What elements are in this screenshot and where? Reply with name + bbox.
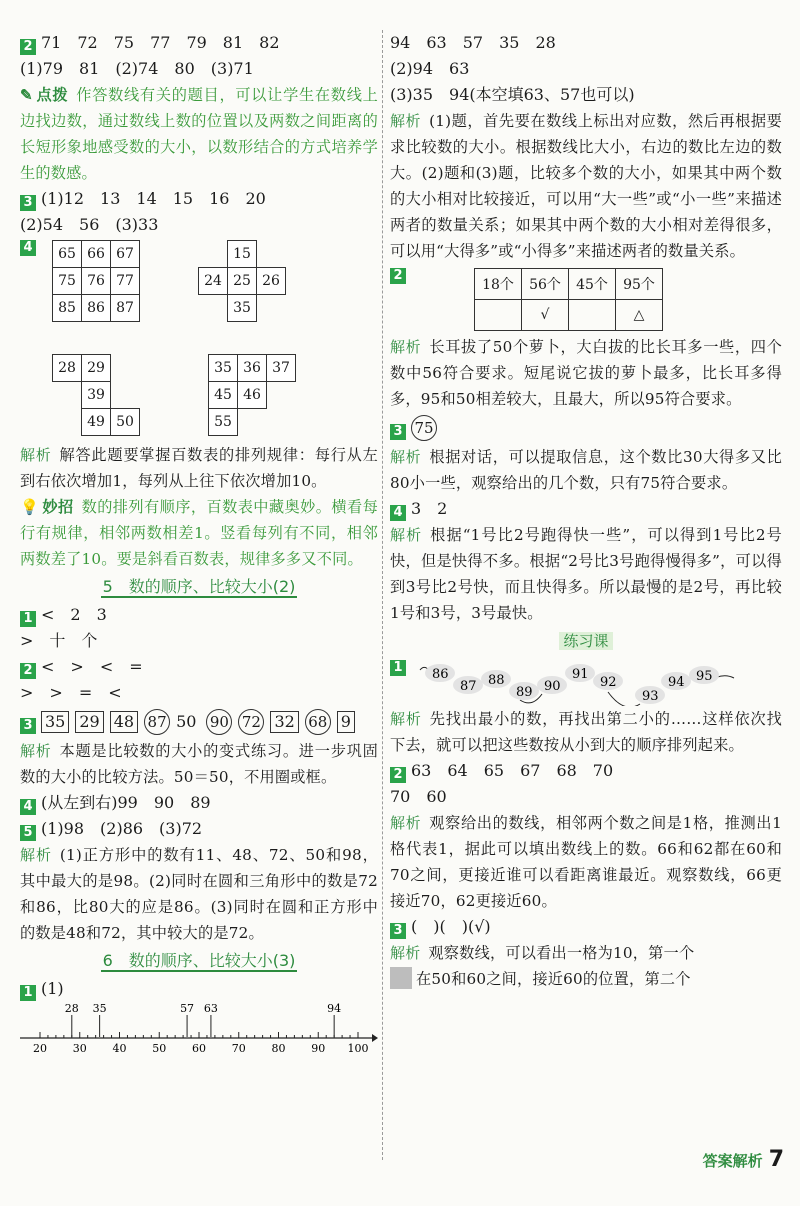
boxed-number: 32 — [270, 711, 298, 733]
p-q1 — [390, 656, 782, 706]
p-q3: 3 ( )( )(√) — [390, 914, 782, 940]
question-number: 3 — [20, 195, 36, 211]
grid-cell: 77 — [110, 267, 140, 295]
circled-number: 72 — [238, 709, 264, 735]
tick-label: 80 — [271, 1042, 286, 1054]
question-number: 1 — [20, 611, 36, 627]
question-number: 3 — [390, 923, 406, 939]
tick-label: 50 — [152, 1042, 167, 1054]
chain-number: 90 — [544, 679, 561, 694]
analysis-7: 解析 根据“1号比2号跑得快一些”，可以得到1号比2号快，但是快得不多。根据“2号比3号跑得慢得多”，可以得到3号比2号快，而且快得多。所以最慢的是2号，再比较1号和3号，3号最快。 — [390, 526, 782, 622]
grid-cell: 67 — [110, 240, 140, 268]
grid-cell: 25 — [227, 267, 257, 295]
shape-marked-numbers — [41, 712, 361, 731]
question-number: 4 — [20, 240, 36, 256]
s5-q1-line1: 1 < 2 3 — [20, 602, 378, 628]
grid-cell: 45 — [208, 381, 238, 409]
boxed-number: 9 — [337, 711, 355, 733]
tick-label: 20 — [33, 1042, 47, 1054]
chain-number: 89 — [516, 685, 533, 700]
s6-q1: 1 (1) — [20, 976, 378, 1002]
analysis-10: 解析 观察数线，可以看出一格为10，第一个 — [390, 944, 695, 962]
grid-cell: 66 — [81, 240, 111, 268]
boxed-number: 48 — [110, 711, 138, 733]
q3-line2: (2)54 56 (3)33 — [20, 215, 159, 234]
grid-cell: 39 — [81, 381, 111, 409]
tick-label: 100 — [347, 1042, 369, 1054]
section-5-title: 5 数的顺序、比较大小(2) — [102, 577, 296, 596]
question-number: 2 — [390, 767, 406, 783]
circled-answer: 75 — [411, 415, 437, 441]
q2-line2: (1)79 81 (2)74 80 (3)71 — [20, 59, 254, 78]
s5-q1-line2: > 十 个 — [20, 631, 98, 650]
grid-cell: 46 — [237, 381, 267, 409]
question-number: 4 — [20, 799, 36, 815]
circled-number: 87 — [144, 709, 170, 735]
grid-cell: 24 — [198, 267, 228, 295]
number-line — [20, 1002, 378, 1054]
tip-miaozhao: 💡 妙招 数的排列有顺序，百数表中藏奥妙。横看每行有规律，相邻两数相差1。竖看每列有不同，相邻两数差了10。要是斜看百数表，规律多多又不同。 — [20, 498, 378, 568]
question-number: 3 — [390, 424, 406, 440]
p-q2-line1: 2 63 64 65 67 68 70 — [390, 758, 782, 784]
grid-cell: 76 — [81, 267, 111, 295]
analysis-1: 解析 解答此题要掌握百数表的排列规律：每行从左到右依次增加1，每列从上往下依次增加10。 — [20, 446, 378, 490]
arrow-icon — [372, 1034, 378, 1042]
tick-label: 40 — [112, 1042, 127, 1054]
chain-number: 88 — [488, 673, 505, 688]
grid-cell: 87 — [110, 294, 140, 322]
page-number: 7 — [768, 1147, 784, 1172]
q3-line1: 3 (1)12 13 14 15 16 20 — [20, 186, 378, 212]
question-number: 4 — [390, 505, 406, 521]
mark-label: 57 — [180, 1002, 195, 1015]
grid-cell: 50 — [110, 408, 140, 436]
grid-cell: 85 — [52, 294, 82, 322]
grid-cell: 49 — [81, 408, 111, 436]
s5-q2-line2: > > = < — [20, 683, 122, 702]
analysis-8: 解析 先找出最小的数，再找出第二小的……这样依次找下去，就可以把这些数按从小到大的顺序排列起来。 — [390, 710, 782, 754]
analysis-10-cont: 在50和60之间，接近60的位置，第二个 — [390, 966, 782, 992]
chain-number: 94 — [668, 675, 685, 690]
plain-number: 50 — [176, 712, 197, 731]
top-line3: (3)35 94(本空填63、57也可以) — [390, 85, 635, 104]
grid-cell: 28 — [52, 354, 82, 382]
table-row — [475, 300, 663, 331]
question-number: 2 — [20, 663, 36, 679]
question-number: 2 — [390, 268, 406, 284]
q2-table-block — [390, 264, 782, 334]
grid-cell: 37 — [266, 354, 296, 382]
grid-cell: 36 — [237, 354, 267, 382]
analysis-5: 解析 长耳拔了50个萝卜，大白拔的比长耳多一些，四个数中56符合要求。短尾说它拔的萝卜最多，比长耳多得多，95和50相差较大，且最大，所以95符合要求。 — [390, 338, 782, 408]
question-number: 1 — [20, 985, 36, 1001]
mark-label: 35 — [92, 1002, 107, 1015]
pencil-icon: ✎ — [20, 86, 33, 104]
grid-cell: 35 — [227, 294, 257, 322]
grid-cell: 86 — [81, 294, 111, 322]
q4-grids — [20, 238, 378, 442]
column-divider — [382, 30, 383, 1160]
table-cell — [569, 300, 616, 331]
number-chain — [412, 656, 782, 706]
section-6-title: 6 数的顺序、比较大小(3) — [102, 951, 296, 970]
analysis-4: 解析 (1)题，首先要在数线上标出对应数，然后再根据要求比较数的大小。根据数线比大小，右边的数比左边的数大。(2)题和(3)题，比较多个数的大小，如果其中两个数的大小相对比较接近，可以用“大一些”或“小一些”来描述两者的数量关系；如果其中两个数的大小相对差得很多，可以用“大得多”或“小得多”来描述两者的数量关系。 — [390, 112, 782, 260]
top-line2: (2)94 63 — [390, 59, 470, 78]
top-line1: 94 63 57 35 28 — [390, 33, 556, 52]
tick-label: 30 — [72, 1042, 87, 1054]
q3 — [390, 412, 782, 444]
page-footer — [703, 1147, 784, 1172]
tick-label: 90 — [311, 1042, 326, 1054]
table-cell: 18个 — [475, 269, 522, 300]
answer-table — [474, 268, 663, 331]
grid-cell: 55 — [208, 408, 238, 436]
analysis-2: 解析 本题是比较数的大小的变式练习。进一步巩固数的大小的比较方法。50＝50，不用圈或框。 — [20, 742, 378, 786]
table-cell: 56个 — [522, 269, 569, 300]
tip-dianbo: ✎ 点拨 作答数线有关的题目，可以让学生在数线上边找边数，通过数线上数的位置以及两数之间距离的长短形象地感受数的大小，以数形结合的方式培养学生的数感。 — [20, 86, 378, 182]
chain-number: 91 — [572, 667, 589, 682]
question-number: 1 — [390, 660, 406, 676]
mark-label: 94 — [327, 1002, 342, 1015]
chain-number: 95 — [696, 669, 713, 684]
grid-cell: 35 — [208, 354, 238, 382]
tick-label: 70 — [231, 1042, 246, 1054]
chain-number: 87 — [460, 679, 477, 694]
chain-number: 86 — [432, 667, 449, 682]
left-column — [20, 30, 378, 1058]
bulb-icon: 💡 — [20, 498, 40, 516]
square-shape-icon — [390, 967, 412, 989]
table-row — [475, 269, 663, 300]
boxed-number: 35 — [41, 711, 69, 733]
table-cell: 95个 — [616, 269, 663, 300]
p-q2-line2: 70 60 — [390, 787, 447, 806]
grid-cell: 65 — [52, 240, 82, 268]
question-number: 3 — [20, 718, 36, 734]
grid-cell: 15 — [227, 240, 257, 268]
q2-line1: 2 71 72 75 77 79 81 82 — [20, 30, 378, 56]
s5-q5: 5 (1)98 (2)86 (3)72 — [20, 816, 378, 842]
circled-number: 68 — [305, 709, 331, 735]
analysis-3: 解析 (1)正方形中的数有11、48、72、50和98，其中最大的是98。(2)同时在圆和三角形中的数是72和86，比80大的应是86。(3)同时在圆和正方形中的数是48和72，其中较大的是72。 — [20, 846, 379, 942]
table-cell — [475, 300, 522, 331]
circled-number: 90 — [206, 709, 232, 735]
boxed-number: 29 — [75, 711, 103, 733]
grid-cell: 26 — [256, 267, 286, 295]
footer-title: 答案解析 — [702, 1152, 763, 1170]
question-number: 2 — [20, 39, 36, 55]
grid-cell: 29 — [81, 354, 111, 382]
question-number: 5 — [20, 825, 36, 841]
mark-label: 63 — [203, 1002, 218, 1015]
practice-title: 练习课 — [390, 626, 782, 656]
tick-label: 60 — [192, 1042, 206, 1054]
mark-label: 28 — [64, 1002, 79, 1015]
chain-number: 93 — [642, 689, 659, 704]
analysis-6: 解析 根据对话，可以提取信息，这个数比30大得多又比80小一些，观察给出的几个数，只有75符合要求。 — [390, 448, 782, 492]
table-cell: △ — [616, 300, 663, 331]
analysis-9: 解析 观察给出的数线，相邻两个数之间是1格，推测出1格代表1，据此可以填出数线上的数。66和62都在60和70之间，更接近谁可以看距离谁最近。观察数线，66更接近70，62更接近60。 — [390, 814, 782, 910]
q4: 4 3 2 — [390, 496, 782, 522]
s5-q2-line1: 2 < > < = — [20, 654, 378, 680]
chain-number: 92 — [600, 675, 617, 690]
right-column — [390, 30, 782, 992]
table-cell: √ — [522, 300, 569, 331]
table-cell: 45个 — [569, 269, 616, 300]
s5-q4: 4 (从左到右)99 90 89 — [20, 790, 378, 816]
grid-cell: 75 — [52, 267, 82, 295]
s5-q3-items — [20, 706, 378, 738]
